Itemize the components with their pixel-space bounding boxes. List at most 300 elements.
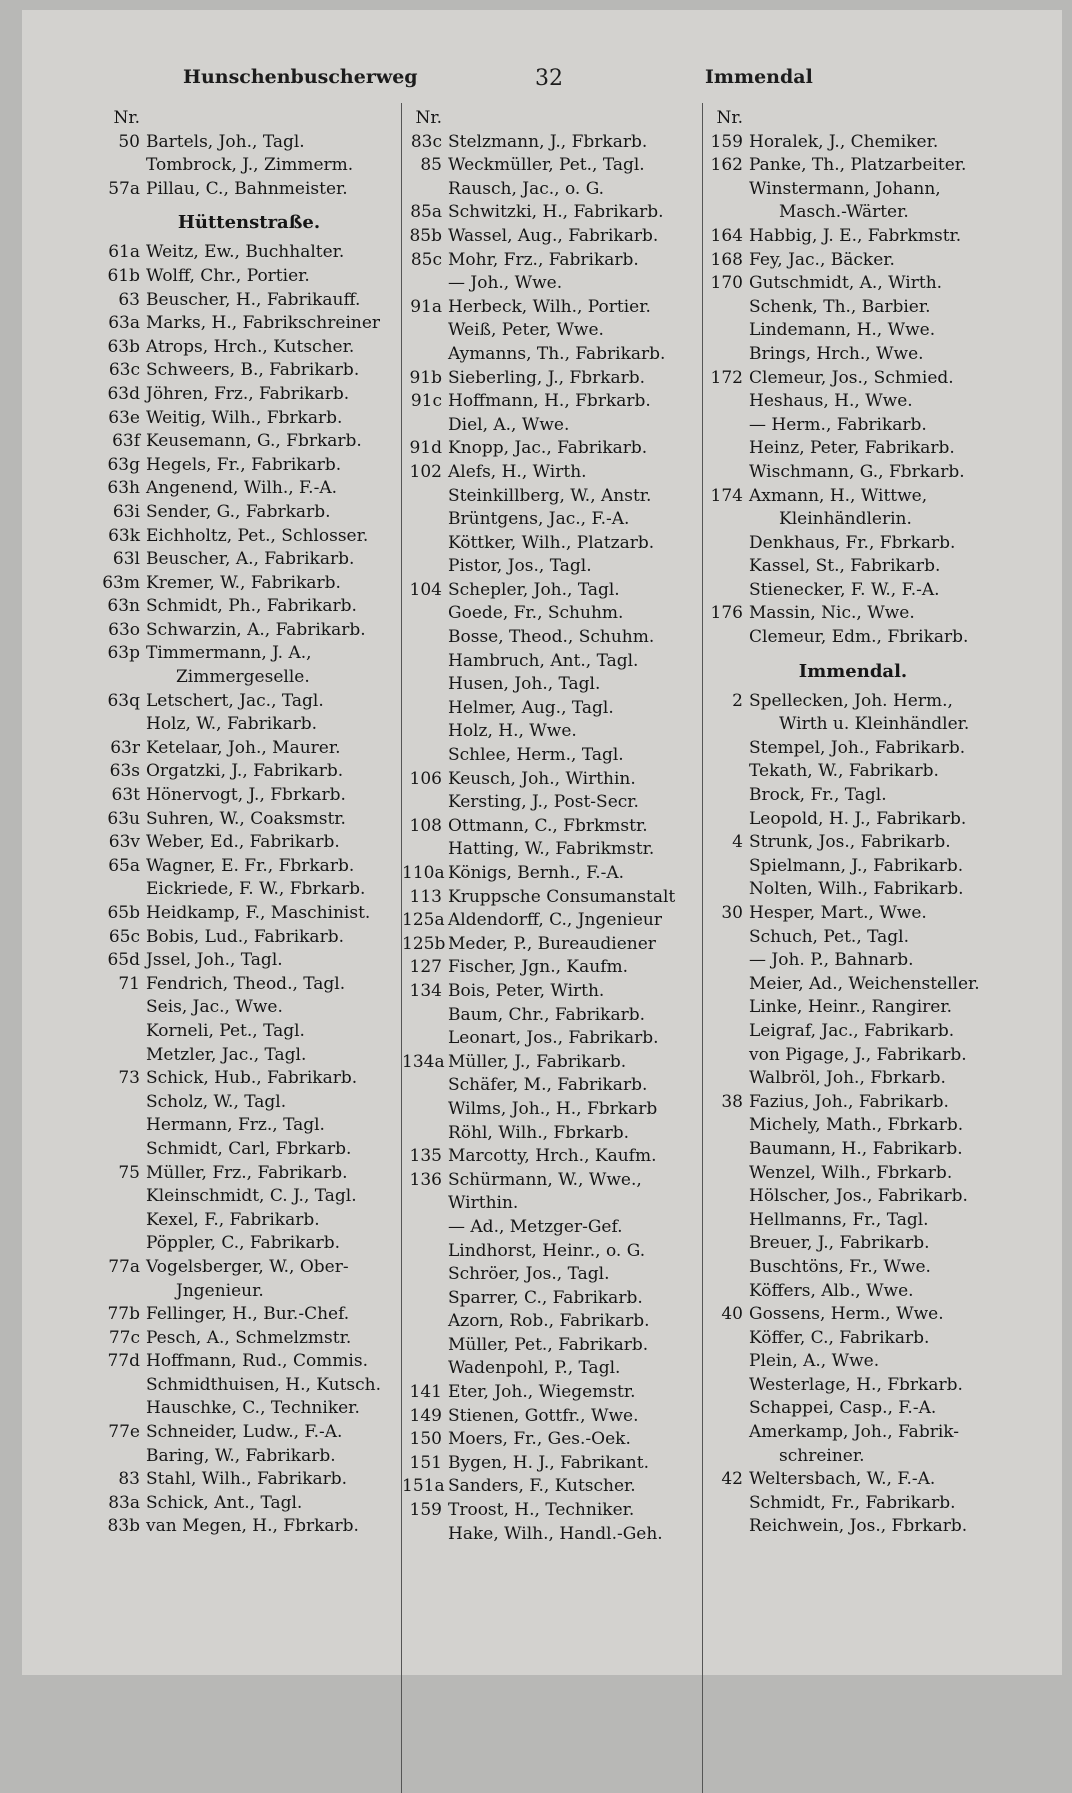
- house-number: 136: [409, 1169, 442, 1190]
- house-number: 2: [732, 690, 743, 711]
- resident-entry: Wolff, Chr., Portier.: [146, 265, 310, 286]
- directory-entry: [703, 1280, 1003, 1304]
- resident-entry: Horalek, J., Chemiker.: [749, 131, 939, 152]
- resident-entry: — Joh., Wwe.: [448, 273, 563, 294]
- resident-entry: Königs, Bernh., F.-A.: [448, 863, 625, 883]
- directory-entry: [100, 949, 398, 973]
- resident-entry: Tombrock, J., Zimmerm.: [146, 155, 354, 176]
- house-number: 77c: [108, 1327, 140, 1348]
- resident-entry: Clemeur, Jos., Schmied.: [749, 367, 954, 388]
- resident-entry: Pistor, Jos., Tagl.: [448, 556, 592, 577]
- directory-entry: [402, 201, 700, 225]
- directory-entry: [100, 1350, 398, 1374]
- resident-entry: Holz, W., Fabrikarb.: [146, 714, 318, 735]
- directory-entry: [703, 626, 1003, 650]
- directory-entry: [100, 784, 398, 808]
- resident-entry: Timmermann, J. A.,: [146, 643, 312, 664]
- resident-entry: Jngenieur.: [176, 1280, 264, 1301]
- directory-entry: [100, 926, 398, 950]
- directory-entry: [402, 154, 700, 178]
- house-number: 63r: [110, 737, 140, 758]
- resident-entry: Axmann, H., Wittwe,: [749, 485, 928, 506]
- directory-entry: [100, 501, 398, 525]
- directory-entry: [100, 1280, 398, 1304]
- directory-entry: [703, 949, 1003, 973]
- directory-entry: [402, 909, 700, 933]
- directory-entry: [402, 131, 700, 155]
- house-number: 65b: [107, 903, 140, 923]
- resident-entry: Jöhren, Frz., Fabrikarb.: [146, 383, 350, 404]
- directory-entry: [100, 430, 398, 454]
- house-number: 75: [118, 1162, 140, 1183]
- directory-entry: [703, 154, 1003, 178]
- resident-entry: Amerkamp, Joh., Fabrik-: [749, 1422, 960, 1443]
- resident-entry: Jssel, Joh., Tagl.: [146, 950, 283, 971]
- resident-entry: schreiner.: [779, 1445, 865, 1466]
- resident-entry: Michely, Math., Fbrkarb.: [749, 1115, 964, 1136]
- directory-entry: [100, 1421, 398, 1445]
- resident-entry: Baring, W., Fabrikarb.: [146, 1445, 336, 1466]
- directory-entry: [402, 768, 700, 792]
- resident-entry: Hatting, W., Fabrikmstr.: [448, 839, 655, 860]
- directory-entry: [402, 532, 700, 556]
- resident-entry: Röhl, Wilh., Fbrkarb.: [448, 1122, 630, 1143]
- house-number: 50: [118, 131, 140, 152]
- directory-entry: [402, 579, 700, 603]
- house-number: 83a: [108, 1492, 140, 1513]
- running-header-right: Immendal: [705, 66, 813, 88]
- resident-entry: Scholz, W., Tagl.: [146, 1091, 287, 1112]
- resident-entry: Schmidt, Carl, Fbrkarb.: [146, 1138, 352, 1159]
- directory-entry: [402, 697, 700, 721]
- resident-entry: Weltersbach, W., F.-A.: [749, 1469, 936, 1490]
- resident-entry: Rausch, Jac., o. G.: [448, 178, 605, 199]
- house-number: 159: [409, 1500, 442, 1521]
- directory-entry: [402, 956, 700, 980]
- page-number: 32: [535, 66, 563, 91]
- resident-entry: Eickriede, F. W., Fbrkarb.: [146, 879, 366, 900]
- house-number: 63h: [107, 478, 140, 499]
- resident-entry: Brüntgens, Jac., F.-A.: [448, 509, 630, 530]
- resident-entry: Seis, Jac., Wwe.: [146, 997, 283, 1018]
- directory-entry: [100, 1091, 398, 1115]
- house-number: 159: [710, 131, 743, 152]
- resident-entry: Keusemann, G., Fbrkarb.: [146, 431, 362, 452]
- directory-entry: [703, 1256, 1003, 1280]
- directory-entry: [703, 1374, 1003, 1398]
- resident-entry: Sender, G., Fabrkarb.: [146, 501, 331, 522]
- house-number: 125a: [402, 910, 445, 931]
- directory-entry: [402, 1523, 700, 1547]
- directory-entry: [402, 1334, 700, 1358]
- house-number: 91d: [409, 438, 442, 459]
- resident-entry: Schepler, Joh., Tagl.: [448, 579, 620, 600]
- directory-entry: [703, 902, 1003, 926]
- resident-entry: Kruppsche Consumanstalt: [448, 886, 676, 907]
- directory-entry: [100, 713, 398, 737]
- resident-entry: Leonart, Jos., Fabrikarb.: [448, 1028, 659, 1049]
- directory-entry: [703, 1091, 1003, 1115]
- directory-entry: [100, 690, 398, 714]
- house-number: 134a: [402, 1051, 445, 1072]
- directory-entry: [100, 973, 398, 997]
- directory-entry: [402, 815, 700, 839]
- directory-entry: [703, 808, 1003, 832]
- resident-entry: Gossens, Herm., Wwe.: [749, 1304, 944, 1325]
- directory-entry: [703, 1044, 1003, 1068]
- directory-entry: [402, 461, 700, 485]
- directory-entry: [703, 1492, 1003, 1516]
- resident-entry: Lindemann, H., Wwe.: [749, 320, 936, 341]
- resident-entry: Wassel, Aug., Fabrikarb.: [448, 225, 659, 246]
- resident-entry: von Pigage, J., Fabrikarb.: [749, 1044, 967, 1065]
- resident-entry: Schröer, Jos., Tagl.: [448, 1264, 610, 1285]
- resident-entry: Kleinschmidt, C. J., Tagl.: [146, 1186, 357, 1207]
- directory-entry: [703, 343, 1003, 367]
- resident-entry: Sparrer, C., Fabrikarb.: [448, 1287, 643, 1308]
- resident-entry: Alefs, H., Wirth.: [448, 461, 587, 482]
- house-number: 63b: [107, 336, 140, 357]
- house-number: 63o: [108, 619, 140, 640]
- resident-entry: Buschtöns, Fr., Wwe.: [749, 1256, 931, 1277]
- resident-entry: Müller, Frz., Fabrikarb.: [146, 1162, 348, 1183]
- house-number: 85a: [410, 202, 442, 223]
- resident-entry: Aldendorff, C., Jngenieur: [448, 910, 662, 931]
- resident-entry: Knopp, Jac., Fabrikarb.: [448, 438, 648, 459]
- directory-entry: [703, 178, 1003, 202]
- resident-entry: Stienecker, F. W., F.-A.: [749, 579, 940, 600]
- house-number: 91c: [410, 391, 442, 412]
- resident-entry: Köffers, Alb., Wwe.: [749, 1280, 914, 1301]
- directory-entry: [703, 1515, 1003, 1539]
- house-number: 57a: [108, 178, 140, 199]
- resident-entry: Schweers, B., Fabrikarb.: [146, 360, 360, 381]
- house-number: 61b: [107, 265, 140, 286]
- directory-entry: [100, 1327, 398, 1351]
- resident-entry: Ketelaar, Joh., Maurer.: [146, 737, 341, 758]
- directory-entry: [703, 367, 1003, 391]
- directory-entry: [703, 437, 1003, 461]
- directory-entry: [703, 1114, 1003, 1138]
- resident-entry: Walbröl, Joh., Fbrkarb.: [749, 1068, 946, 1089]
- directory-entry: [402, 1499, 700, 1523]
- resident-entry: Helmer, Aug., Tagl.: [448, 697, 614, 718]
- house-number: Nr.: [415, 108, 442, 128]
- directory-entry: [100, 1162, 398, 1186]
- resident-entry: Kexel, F., Fabrikarb.: [146, 1209, 320, 1230]
- resident-entry: Stelzmann, J., Fbrkarb.: [448, 131, 648, 152]
- resident-entry: Köttker, Wilh., Platzarb.: [448, 532, 655, 553]
- resident-entry: Schappei, Casp., F.-A.: [749, 1398, 937, 1419]
- resident-entry: Baumann, H., Fabrikarb.: [749, 1138, 963, 1159]
- house-number: 63d: [107, 383, 140, 404]
- resident-entry: Schlee, Herm., Tagl.: [448, 745, 624, 766]
- directory-entry: [100, 595, 398, 619]
- directory-entry: [402, 1287, 700, 1311]
- directory-entry: [100, 359, 398, 383]
- resident-entry: Stempel, Joh., Fabrikarb.: [749, 737, 966, 758]
- resident-entry: Bartels, Joh., Tagl.: [146, 131, 305, 152]
- directory-entry: [703, 249, 1003, 273]
- resident-entry: Zimmergeselle.: [176, 667, 310, 688]
- house-number: 30: [721, 903, 743, 923]
- resident-entry: Kassel, St., Fabrikarb.: [749, 556, 941, 577]
- resident-entry: Breuer, J., Fabrikarb.: [749, 1233, 930, 1254]
- directory-entry: [100, 407, 398, 431]
- resident-entry: Plein, A., Wwe.: [749, 1351, 880, 1372]
- directory-entry: [402, 1098, 700, 1122]
- directory-entry: [703, 1067, 1003, 1091]
- resident-entry: Kleinhändlerin.: [779, 509, 912, 530]
- resident-entry: Spielmann, J., Fabrikarb.: [749, 855, 964, 876]
- directory-entry: [703, 319, 1003, 343]
- directory-entry: [402, 791, 700, 815]
- directory-entry: [402, 980, 700, 1004]
- directory-entry: [703, 996, 1003, 1020]
- directory-entry: [402, 249, 700, 273]
- resident-entry: Reichwein, Jos., Fbrkarb.: [749, 1516, 968, 1537]
- resident-entry: Hoffmann, Rud., Commis.: [146, 1351, 368, 1372]
- running-header-left: Hunschenbuscherweg: [183, 66, 418, 88]
- resident-entry: Schenk, Th., Barbier.: [749, 296, 931, 317]
- resident-entry: Baum, Chr., Fabrikarb.: [448, 1004, 646, 1025]
- directory-entry: [402, 1381, 700, 1405]
- directory-entry: [703, 1232, 1003, 1256]
- directory-entry: [402, 367, 700, 391]
- resident-entry: Brings, Hrch., Wwe.: [749, 343, 924, 364]
- directory-entry: [402, 626, 700, 650]
- resident-entry: Moers, Fr., Ges.-Oek.: [448, 1429, 631, 1450]
- house-number: 63: [118, 289, 140, 310]
- directory-entry: [100, 1515, 398, 1539]
- resident-entry: Beuscher, H., Fabrikauff.: [146, 289, 361, 310]
- directory-entry: [100, 1374, 398, 1398]
- resident-entry: Hellmanns, Fr., Tagl.: [749, 1209, 929, 1230]
- directory-entry: [100, 572, 398, 596]
- directory-entry: [402, 1216, 700, 1240]
- resident-entry: Schmidt, Ph., Fabrikarb.: [146, 596, 357, 617]
- house-number: 164: [710, 225, 743, 246]
- directory-entry: [402, 296, 700, 320]
- house-number: 110a: [402, 863, 445, 883]
- resident-entry: Schick, Hub., Fabrikarb.: [146, 1068, 358, 1089]
- house-number: 65d: [107, 950, 140, 971]
- house-number: 63v: [108, 832, 140, 853]
- resident-entry: Fischer, Jgn., Kaufm.: [448, 957, 629, 978]
- resident-entry: Vogelsberger, W., Ober-: [146, 1256, 349, 1277]
- house-number: 63k: [108, 525, 140, 546]
- directory-entry: [100, 265, 398, 289]
- resident-entry: Fendrich, Theod., Tagl.: [146, 973, 346, 994]
- directory-entry: [100, 154, 398, 178]
- directory-entry: [402, 1051, 700, 1075]
- directory-entry: [402, 1027, 700, 1051]
- resident-entry: Fellinger, H., Bur.-Chef.: [146, 1304, 350, 1325]
- house-number: 170: [710, 273, 743, 294]
- resident-entry: Clemeur, Edm., Fbrikarb.: [749, 627, 969, 648]
- house-number: 83c: [410, 131, 442, 152]
- resident-entry: Letschert, Jac., Tagl.: [146, 690, 324, 711]
- directory-entry: [100, 289, 398, 313]
- resident-entry: Massin, Nic., Wwe.: [749, 603, 915, 624]
- house-number: 77d: [107, 1351, 140, 1372]
- directory-entry: [703, 737, 1003, 761]
- directory-entry: [703, 390, 1003, 414]
- directory-entry: [100, 312, 398, 336]
- resident-entry: Azorn, Rob., Fabrikarb.: [448, 1311, 650, 1332]
- house-number: 63g: [107, 454, 140, 475]
- resident-entry: Köffer, C., Fabrikarb.: [749, 1327, 930, 1348]
- house-number: 4: [732, 832, 743, 853]
- house-number: 83: [118, 1469, 140, 1490]
- directory-entry: [703, 1303, 1003, 1327]
- house-number: 40: [721, 1304, 743, 1325]
- directory-entry: [100, 1445, 398, 1469]
- house-number: 85: [420, 155, 442, 176]
- directory-entry: [100, 241, 398, 265]
- resident-entry: — Ad., Metzger-Gef.: [448, 1216, 623, 1237]
- directory-entry: [402, 485, 700, 509]
- directory-entry: [100, 1303, 398, 1327]
- directory-entry: [100, 336, 398, 360]
- resident-entry: Schwarzin, A., Fabrikarb.: [146, 619, 366, 640]
- house-number: Nr.: [716, 108, 743, 128]
- directory-entry: [402, 1122, 700, 1146]
- directory-entry: [100, 878, 398, 902]
- house-number: 102: [409, 461, 442, 482]
- house-number: 113: [409, 886, 442, 907]
- resident-entry: Lindhorst, Heinr., o. G.: [448, 1240, 646, 1261]
- resident-entry: Schick, Ant., Tagl.: [146, 1492, 303, 1513]
- house-number: 63u: [107, 808, 140, 829]
- resident-entry: Schäfer, M., Fabrikarb.: [448, 1075, 648, 1096]
- directory-entry: [402, 343, 700, 367]
- directory-entry: [703, 225, 1003, 249]
- resident-entry: Marcotty, Hrch., Kaufm.: [448, 1146, 657, 1167]
- resident-entry: Weckmüller, Pet., Tagl.: [448, 155, 645, 176]
- house-number: 125b: [402, 933, 446, 954]
- directory-entry: [703, 1445, 1003, 1469]
- resident-entry: Strunk, Jos., Fabrikarb.: [749, 832, 951, 853]
- resident-entry: Husen, Joh., Tagl.: [448, 674, 601, 695]
- directory-entry: [703, 690, 1003, 714]
- resident-entry: Wadenpohl, P., Tagl.: [448, 1358, 621, 1379]
- resident-entry: Heinz, Peter, Fabrikarb.: [749, 438, 955, 459]
- resident-entry: — Herm., Fabrikarb.: [749, 414, 927, 435]
- resident-entry: Nolten, Wilh., Fabrikarb.: [749, 879, 964, 900]
- resident-entry: Wilms, Joh., H., Fbrkarb: [448, 1098, 658, 1119]
- resident-entry: Leigraf, Jac., Fabrikarb.: [749, 1020, 955, 1041]
- directory-entry: [100, 1232, 398, 1256]
- resident-entry: Aymanns, Th., Fabrikarb.: [448, 343, 666, 364]
- resident-entry: Eichholtz, Pet., Schlosser.: [146, 525, 369, 546]
- directory-entry: [402, 555, 700, 579]
- resident-entry: Tekath, W., Fabrikarb.: [749, 761, 939, 782]
- resident-entry: Suhren, W., Coaksmstr.: [146, 808, 346, 829]
- directory-entry: [703, 1350, 1003, 1374]
- directory-entry: [703, 1397, 1003, 1421]
- resident-entry: Heidkamp, F., Maschinist.: [146, 903, 371, 923]
- resident-entry: Schwitzki, H., Fabrikarb.: [448, 202, 664, 223]
- directory-entry: [703, 1020, 1003, 1044]
- directory-entry: [402, 673, 700, 697]
- resident-entry: Metzler, Jac., Tagl.: [146, 1044, 307, 1065]
- directory-entry: [402, 390, 700, 414]
- directory-entry: [402, 720, 700, 744]
- directory-entry: [100, 760, 398, 784]
- resident-entry: Weitz, Ew., Buchhalter.: [146, 242, 345, 263]
- resident-entry: Hauschke, C., Techniker.: [146, 1398, 360, 1419]
- resident-entry: Brock, Fr., Tagl.: [749, 785, 887, 806]
- directory-entry: [402, 437, 700, 461]
- resident-entry: Meier, Ad., Weichensteller.: [749, 973, 980, 994]
- resident-entry: Mohr, Frz., Fabrikarb.: [448, 249, 639, 270]
- directory-entry: [703, 107, 1003, 131]
- directory-entry: [402, 178, 700, 202]
- resident-entry: Fazius, Joh., Fabrikarb.: [749, 1091, 949, 1112]
- resident-entry: Müller, Pet., Fabrikarb.: [448, 1334, 649, 1355]
- directory-entry: [100, 178, 398, 202]
- directory-entry: [703, 296, 1003, 320]
- house-number: 134: [409, 980, 442, 1001]
- resident-entry: van Megen, H., Fbrkarb.: [146, 1516, 359, 1537]
- resident-entry: Herbeck, Wilh., Portier.: [448, 296, 651, 317]
- directory-entry: [703, 878, 1003, 902]
- resident-entry: Beuscher, A., Fabrikarb.: [146, 549, 355, 570]
- resident-entry: Schuch, Pet., Tagl.: [749, 926, 909, 947]
- directory-entry: [402, 1169, 700, 1193]
- resident-entry: Wirthin.: [448, 1193, 519, 1214]
- house-number: 91a: [410, 296, 442, 317]
- directory-entry: [703, 831, 1003, 855]
- house-number: 63f: [112, 431, 140, 452]
- house-number: 77e: [108, 1422, 140, 1443]
- resident-entry: Steinkillberg, W., Anstr.: [448, 485, 652, 506]
- directory-entry: [703, 579, 1003, 603]
- house-number: 63q: [107, 690, 140, 711]
- resident-entry: Hesper, Mart., Wwe.: [749, 903, 927, 923]
- house-number: 104: [409, 579, 442, 600]
- directory-entry: [402, 1263, 700, 1287]
- resident-entry: Weiß, Peter, Wwe.: [448, 320, 604, 341]
- directory-entry: [402, 319, 700, 343]
- directory-entry: [703, 784, 1003, 808]
- directory-entry: [402, 508, 700, 532]
- directory-entry: [703, 926, 1003, 950]
- house-number: 83b: [107, 1516, 140, 1537]
- house-number: 61a: [108, 242, 140, 263]
- resident-entry: — Joh. P., Bahnarb.: [749, 950, 914, 971]
- resident-entry: Linke, Heinr., Rangirer.: [749, 997, 953, 1018]
- directory-entry: [100, 107, 398, 131]
- resident-entry: Denkhaus, Fr., Fbrkarb.: [749, 532, 956, 553]
- directory-entry: [100, 477, 398, 501]
- directory-entry: [100, 666, 398, 690]
- resident-entry: Kersting, J., Post-Secr.: [448, 792, 639, 813]
- house-number: 162: [710, 155, 743, 176]
- house-number: 63t: [111, 785, 140, 806]
- resident-entry: Bois, Peter, Wirth.: [448, 980, 605, 1001]
- house-number: 85b: [409, 225, 442, 246]
- house-number: 85c: [410, 249, 442, 270]
- street-heading: Immendal.: [798, 660, 908, 682]
- directory-entry: [703, 131, 1003, 155]
- resident-entry: Bobis, Lud., Fabrikarb.: [146, 926, 344, 947]
- directory-entry: [100, 737, 398, 761]
- directory-entry: [402, 886, 700, 910]
- resident-entry: Westerlage, H., Fbrkarb.: [749, 1374, 963, 1395]
- directory-entry: [703, 602, 1003, 626]
